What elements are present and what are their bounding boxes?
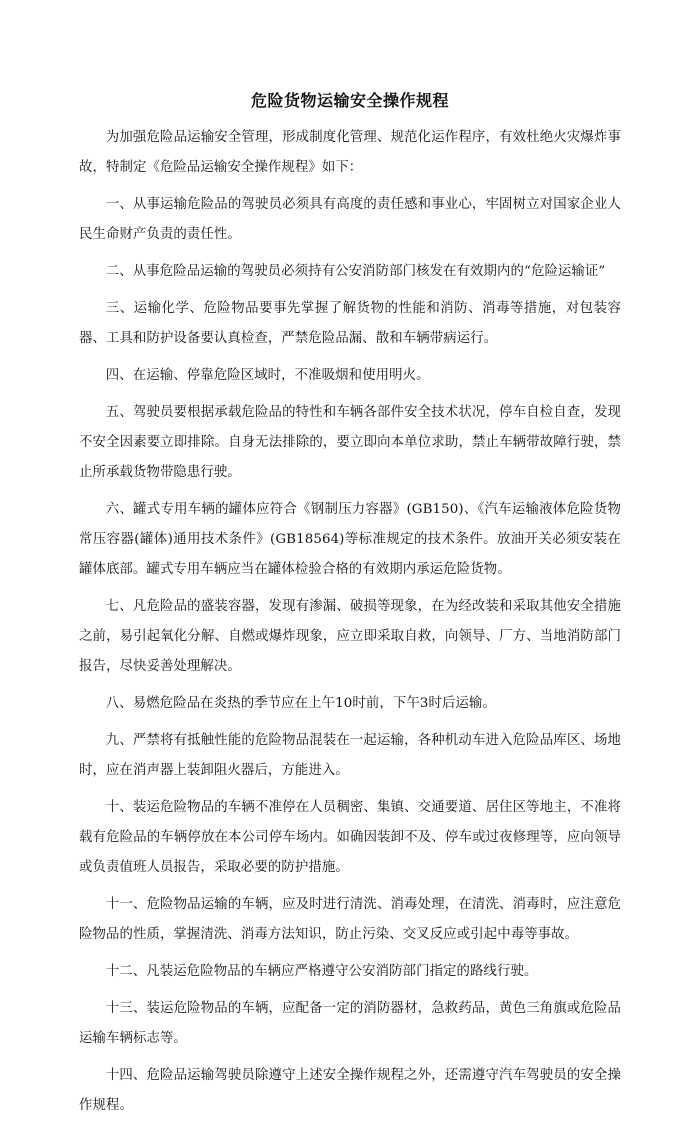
rule-11: 十一、危险物品运输的车辆，应及时进行清洗、消毒处理，在清洗、消毒时，应注意危险物品的性质，掌握清洗、消毒方法知识，防止污染、交叉反应或引起中毒等事故。 [79, 897, 621, 942]
rule-8: 八、易燃危险品在炎热的季节应在上午10时前，下午3时后运输。 [105, 696, 496, 711]
rule-9: 九、严禁将有抵触性能的危险物品混装在一起运输，各种机动车进入危险品库区、场地时，应在消声器上装卸阻火器后，方能进入。 [79, 733, 621, 778]
rule-13: 十三、装运危险物品的车辆，应配备一定的消防器材，急救药品，黄色三角旗或危险品运输车辆标志等。 [79, 1001, 621, 1046]
rule-12: 十二、凡装运危险物品的车辆应严格遵守公安消防部门指定的路线行驶。 [105, 964, 538, 979]
rule-2: 二、从事危险品运输的驾驶员必须持有公安消防部门核发在有效期内的“危险运输证” [105, 264, 606, 279]
intro-paragraph: 为加强危险品运输安全管理，形成制度化管理、规范化运作程序，有效杜绝火灾爆炸事故，特制定《危险品运输安全操作规程》如下： [79, 130, 621, 175]
document-title: 危险货物运输安全操作规程 [250, 91, 449, 110]
rule-3: 三、运输化学、危险物品要事先掌握了解货物的性能和消防、消毒等措施，对包装容器、工具和防护设备要认真检查，严禁危险品漏、散和车辆带病运行。 [79, 301, 621, 346]
rule-1: 一、从事运输危险品的驾驶员必须具有高度的责任感和事业心，牢固树立对国家企业人民生命财产负责的责任性。 [79, 197, 621, 242]
rule-6: 六、罐式专用车辆的罐体应符合《钢制压力容器》(GB150)、《汽车运输液体危险货物常压容器(罐体)通用技术条件》(GB18564)等标准规定的技术条件。放油开关必须安装在罐体底部。罐式专用车辆应当在罐体检验合格的有效期内承运危险货物。 [79, 502, 621, 577]
rule-10: 十、装运危险物品的车辆不准停在人员稠密、集镇、交通要道、居住区等地主，不准将载有危险品的车辆停放在本公司停车场内。如确因装卸不及、停车或过夜修理等，应向领导或负责值班人员报告，采取必要的防护措施。 [79, 800, 621, 875]
rule-7: 七、凡危险品的盛装容器，发现有渗漏、破损等现象，在为经改装和采取其他安全措施之前，易引起氧化分解、自燃或爆炸现象，应立即采取自救，向领导、厂方、当地消防部门报告，尽快妥善处理解决。 [79, 599, 621, 674]
rule-14: 十四、危险品运输驾驶员除遵守上述安全操作规程之外，还需遵守汽车驾驶员的安全操作规程。 [79, 1068, 621, 1113]
rule-5: 五、驾驶员要根据承载危险品的特性和车辆各部件安全技术状况，停车自检自查，发现不安全因素要立即排除。自身无法排除的，要立即向本单位求助，禁止车辆带故障行驶，禁止所承载货物带隐患行驶。 [79, 405, 621, 480]
rule-4: 四、在运输、停靠危险区域时，不准吸烟和使用明火。 [105, 368, 430, 383]
document-page [79, 86, 621, 1128]
